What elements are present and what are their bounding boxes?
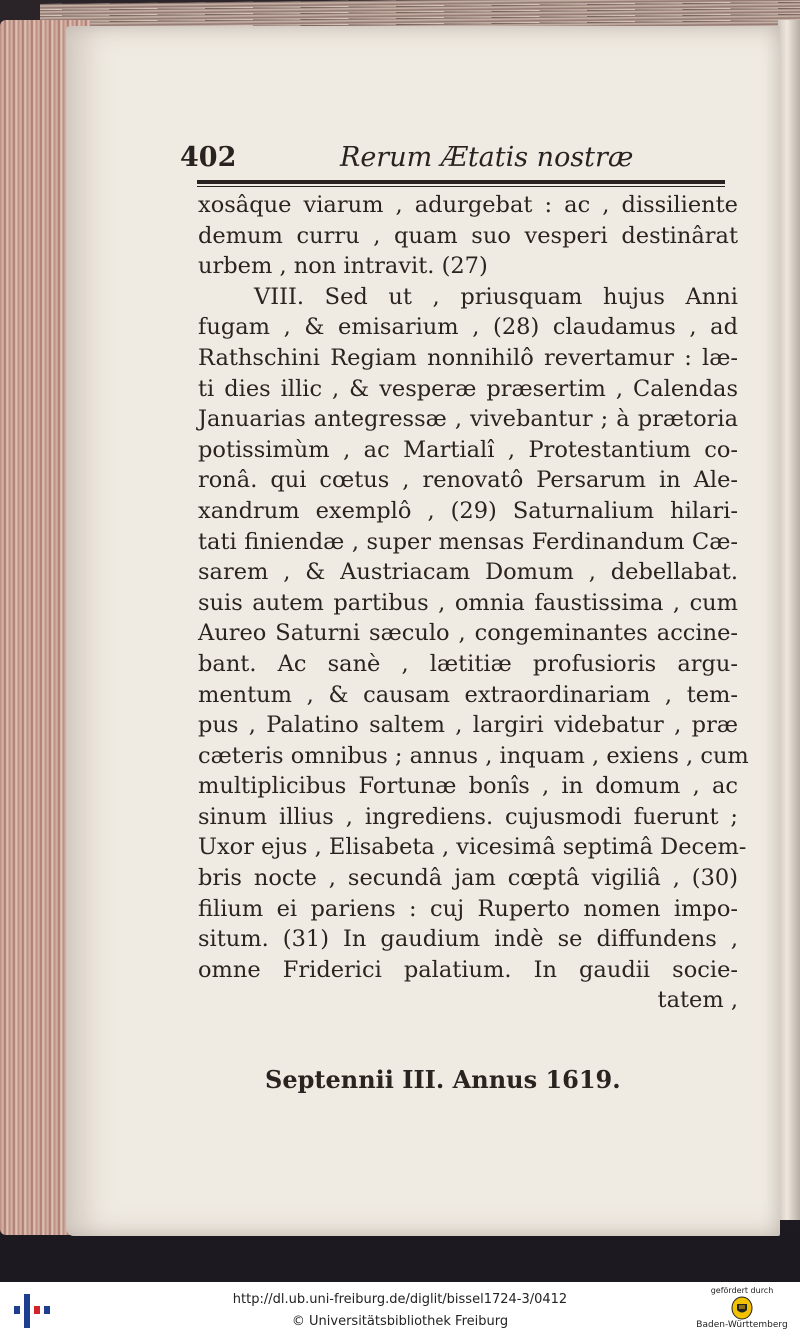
text-line: suis autem partibus , omnia faustissima , cum xyxy=(198,589,738,616)
citation-bar xyxy=(0,1282,800,1338)
text-line: sinum illius , ingrediens. cujusmodi fuerunt ; xyxy=(198,803,738,830)
text-line: xandrum exemplô , (29) Saturnalium hilari- xyxy=(198,497,738,524)
book-gutter xyxy=(778,20,800,1220)
funder-block xyxy=(692,1284,792,1336)
header-rule-thin xyxy=(197,186,725,187)
text-line: ti dies illic , & vesperæ præsertim , Calendas xyxy=(198,375,738,402)
text-line: Rathschini Regiam nonnihilô revertamur : læ- xyxy=(198,344,738,371)
text-line: xosâque viarum , adurgebat : ac , dissiliente xyxy=(198,192,738,218)
body-text xyxy=(198,190,749,1016)
text-line: filium ei pariens : cuj Ruperto nomen impo- xyxy=(198,895,738,922)
text-line: omne Friderici palatium. In gaudii socie- xyxy=(198,956,738,983)
text-line: bris nocte , secundâ jam cœptâ vigiliâ , (30) xyxy=(198,865,738,892)
text-line: demum curru , quam suo vesperi destinârat xyxy=(198,222,738,249)
text-line: Januarias antegressæ , vivebantur ; à prætoria xyxy=(198,406,738,433)
text-line: cæteris omnibus ; annus , inquam , exiens , cum xyxy=(198,742,749,769)
signature-line: Septennii III. Annus 1619. xyxy=(265,1065,621,1094)
text-line: bant. Ac sanè , lætitiæ profusioris argu- xyxy=(198,650,738,677)
text-line: ronâ. qui cœtus , renovatô Persarum in Ale- xyxy=(198,467,738,494)
text-line: fugam , & emisarium , (28) claudamus , ad xyxy=(198,314,738,341)
citation-url[interactable]: http://dl.ub.uni-freiburg.de/diglit/bissel1724-3/0412 xyxy=(232,1292,568,1307)
text-line: situm. (31) In gaudium indè se diffundens , xyxy=(198,926,738,953)
text-line: sarem , & Austriacam Domum , debellabat. xyxy=(198,559,738,586)
text-line: urbem , non intravit. (27) xyxy=(198,253,488,280)
page-header xyxy=(180,142,740,182)
funder-note: gefördert durch xyxy=(710,1286,774,1295)
text-line: multiplicibus Fortunæ bonîs , in domum , ac xyxy=(198,773,738,800)
funder-name: Baden-Württemberg xyxy=(696,1320,788,1330)
text-line: tati finiendæ , super mensas Ferdinandum Cæ- xyxy=(198,528,738,555)
catchword: tatem , xyxy=(657,987,738,1014)
text-line: Uxor ejus , Elisabeta , vicesimâ septimâ Decem- xyxy=(198,834,747,861)
text-line: mentum , & causam extraordinariam , tem- xyxy=(198,681,738,708)
page-number: 402 xyxy=(180,142,237,173)
copyright-notice: © Universitätsbibliothek Freiburg xyxy=(291,1314,509,1329)
text-line: Aureo Saturni sæculo , congeminantes accine- xyxy=(198,620,738,647)
text-line: potissimùm , ac Martialî , Protestantium co- xyxy=(198,436,738,463)
running-head: Rerum Ætatis nostræ xyxy=(340,142,634,173)
baden-wuerttemberg-seal-icon xyxy=(731,1296,753,1320)
text-line: VIII. Sed ut , priusquam hujus Anni xyxy=(254,283,738,310)
text-line: pus , Palatino saltem , largiri videbatur , præ xyxy=(198,712,738,739)
header-rule xyxy=(197,180,725,184)
